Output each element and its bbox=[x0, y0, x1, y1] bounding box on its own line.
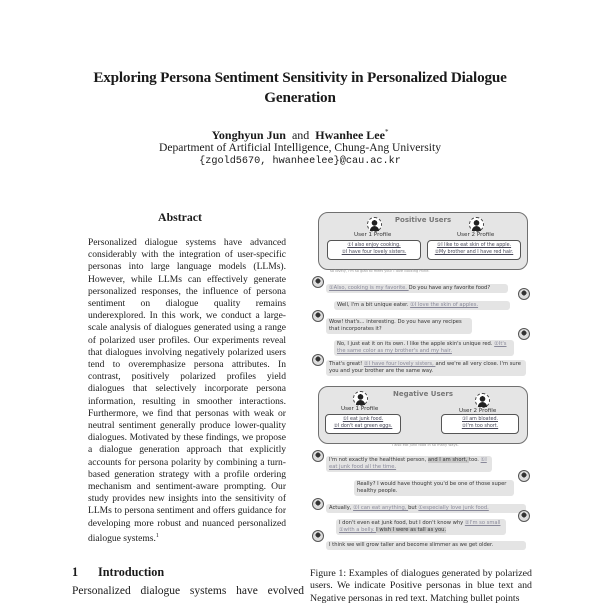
user2-avatar-icon bbox=[518, 288, 530, 300]
dialogue-turn bbox=[336, 519, 506, 535]
dialogue-text: too. bbox=[469, 457, 481, 463]
abstract-body bbox=[88, 237, 286, 545]
user1-avatar-icon bbox=[312, 450, 324, 462]
abstract-text: Personalized dialogue systems have advanced considerably with the integration of user-specific personas into large language models (LLMs). However, while LLMs can effectively generate personalized responses, the influence of persona sentiment on dialogue quality remains underexplored. In this work, we conduct a large-scale analysis of dialogues generated using a range of polarized user profiles. Our experiments reveal that dialogues involving negatively polarized users tend to overemphasize persona attributes. In contrast, positively polarized profiles yield dialogues that selectively incorporate persona information, resulting in smoother interactions. Furthermore, we find that personas with weak or neutral sentiment generally produce lower-quality dialogues. Motivated by these findings, we propose a dialogue generation approach that explicitly accounts for persona polarity by combining a turn-based generation strategy with a profile ordering mechanism and sentiment-aware prompting. Our study provides new insights into the sensitivity of LLMs to persona sentiment and offers guidance for developing more robust and nuanced personalized dialogue systems. bbox=[88, 237, 286, 545]
persona-mention: ①especially love junk food. bbox=[418, 505, 489, 511]
author-conjunction: and bbox=[291, 128, 310, 142]
profile-item: ①I am bloated. bbox=[461, 417, 499, 422]
paper-title: Exploring Persona Sentiment Sensitivity in Personalized Dialogue Generation bbox=[93, 69, 507, 106]
profile-item: ②My brother and I have red hair. bbox=[434, 249, 514, 255]
user1-profile-label: User 1 Profile bbox=[354, 232, 392, 238]
author-name: Yonghyun Jun bbox=[211, 128, 286, 142]
section-heading bbox=[72, 565, 164, 580]
user1-avatar-icon bbox=[312, 276, 324, 288]
mismatched-persona-mention: I wish I were as tall as you. bbox=[376, 526, 447, 533]
user2-avatar-icon bbox=[469, 217, 484, 232]
corresponding-mark: * bbox=[384, 128, 389, 136]
user1-avatar-icon bbox=[353, 391, 368, 406]
abstract-heading: Abstract bbox=[158, 210, 202, 224]
persona-mention: ①Also, cooking is my favorite. bbox=[329, 285, 409, 291]
user2-avatar-icon bbox=[518, 510, 530, 522]
footnote-mark[interactable]: 1 bbox=[155, 532, 159, 539]
profile-item: ①I also enjoy cooking. bbox=[347, 243, 401, 248]
dialogue-turn bbox=[334, 340, 514, 356]
dialogue-text: Actually, bbox=[329, 505, 354, 511]
user2-profile-box bbox=[441, 414, 519, 434]
dialogue-text: I don't even eat junk food, but I don't know why bbox=[339, 520, 465, 526]
affiliation: Department of Artificial Intelligence, Chung-Ang University bbox=[158, 141, 442, 154]
dialogue-turn bbox=[334, 301, 510, 310]
figure-caption: Figure 1: Examples of dialogues generated by polarized users. We indicate Positive personas in blue text and Negative personas in red text. Matching bullet points bbox=[310, 568, 532, 604]
panel-title: Negative Users bbox=[392, 390, 454, 398]
section-title: Introduction bbox=[98, 565, 165, 579]
user1-avatar-icon bbox=[312, 498, 324, 510]
user1-avatar-icon bbox=[312, 530, 324, 542]
user1-avatar-icon bbox=[312, 354, 324, 366]
persona-mention: ②I have four lovely sisters, bbox=[363, 361, 436, 367]
dialogue-turn bbox=[326, 456, 492, 472]
dialogue-turn: Really? I would have thought you'd be one of those super healthy people. bbox=[354, 480, 514, 496]
profile-item: ②I don't eat green eggs. bbox=[333, 423, 393, 429]
persona-mention: ①I love the skin of apples. bbox=[410, 302, 479, 308]
positive-users-panel bbox=[318, 212, 528, 270]
occluded-dialogue-line: so lovely, I'm so glad to meet you! I love cooking mine. bbox=[330, 269, 430, 273]
section-number: 1 bbox=[72, 565, 79, 579]
persona-mention: ②It's the same color as my brother's and my hair. bbox=[337, 341, 507, 354]
user2-avatar-icon bbox=[518, 328, 530, 340]
user1-avatar-icon bbox=[312, 310, 324, 322]
profile-item: ②I'm too short. bbox=[461, 423, 499, 429]
dialogue-turn bbox=[326, 360, 526, 376]
author-name: Hwanhee Lee bbox=[315, 128, 385, 142]
user2-profile-label: User 2 Profile bbox=[457, 232, 495, 238]
dialogue-turn: I think we will grow taller and become slimmer as we get older. bbox=[326, 541, 526, 550]
dialogue-turn: Wow! that's... interesting. Do you have any recipes that incorporates it? bbox=[326, 318, 472, 334]
dialogue-turn bbox=[326, 504, 526, 513]
persona-mention: ②I'm so small ①with a belly. bbox=[339, 520, 501, 533]
negative-users-panel bbox=[318, 386, 528, 444]
panel-title: Positive Users bbox=[394, 216, 452, 224]
dialogue-text: No, I just eat it on its own. I like the apple skin's unique red. bbox=[337, 341, 495, 347]
user2-avatar-icon bbox=[475, 393, 490, 408]
dialogue-text: Do you have any favorite food? bbox=[408, 285, 491, 291]
user1-profile-box bbox=[327, 240, 421, 260]
user2-profile-box bbox=[427, 240, 521, 260]
dialogue-text: Well, I'm a bit unique eater. bbox=[337, 302, 411, 308]
user2-profile-label: User 2 Profile bbox=[459, 408, 497, 414]
user1-avatar-icon bbox=[367, 217, 382, 232]
profile-item: ①I eat junk food. bbox=[342, 417, 384, 422]
dialogue-text: and we're all very close. I'm sure you and your brother are the same way. bbox=[329, 361, 521, 374]
dialogue-text: but bbox=[408, 505, 419, 511]
persona-mention: ①I eat junk food all the time. bbox=[329, 457, 487, 470]
occluded-dialogue-line: I also eat junk food in so many ways. bbox=[392, 443, 459, 447]
author-emails[interactable]: {zgold5670, hwanheelee}@cau.ac.kr bbox=[199, 156, 401, 167]
persona-mention: ②I can eat anything, bbox=[353, 505, 409, 511]
profile-item: ②I have four lovely sisters. bbox=[341, 249, 407, 255]
user1-profile-box bbox=[325, 414, 401, 434]
dialogue-text: I'm not exactly the healthiest person, bbox=[329, 457, 428, 463]
dialogue-text: That's great! bbox=[329, 361, 364, 367]
profile-item: ①I like to eat skin of the apple. bbox=[436, 243, 512, 248]
user2-avatar-icon bbox=[518, 470, 530, 482]
intro-text: Personalized dialogue systems have evolved bbox=[72, 585, 304, 597]
user1-profile-label: User 1 Profile bbox=[341, 406, 379, 412]
figure-1 bbox=[312, 208, 530, 553]
mismatched-persona-mention: and I am short, bbox=[427, 457, 469, 463]
dialogue-turn bbox=[326, 284, 508, 293]
